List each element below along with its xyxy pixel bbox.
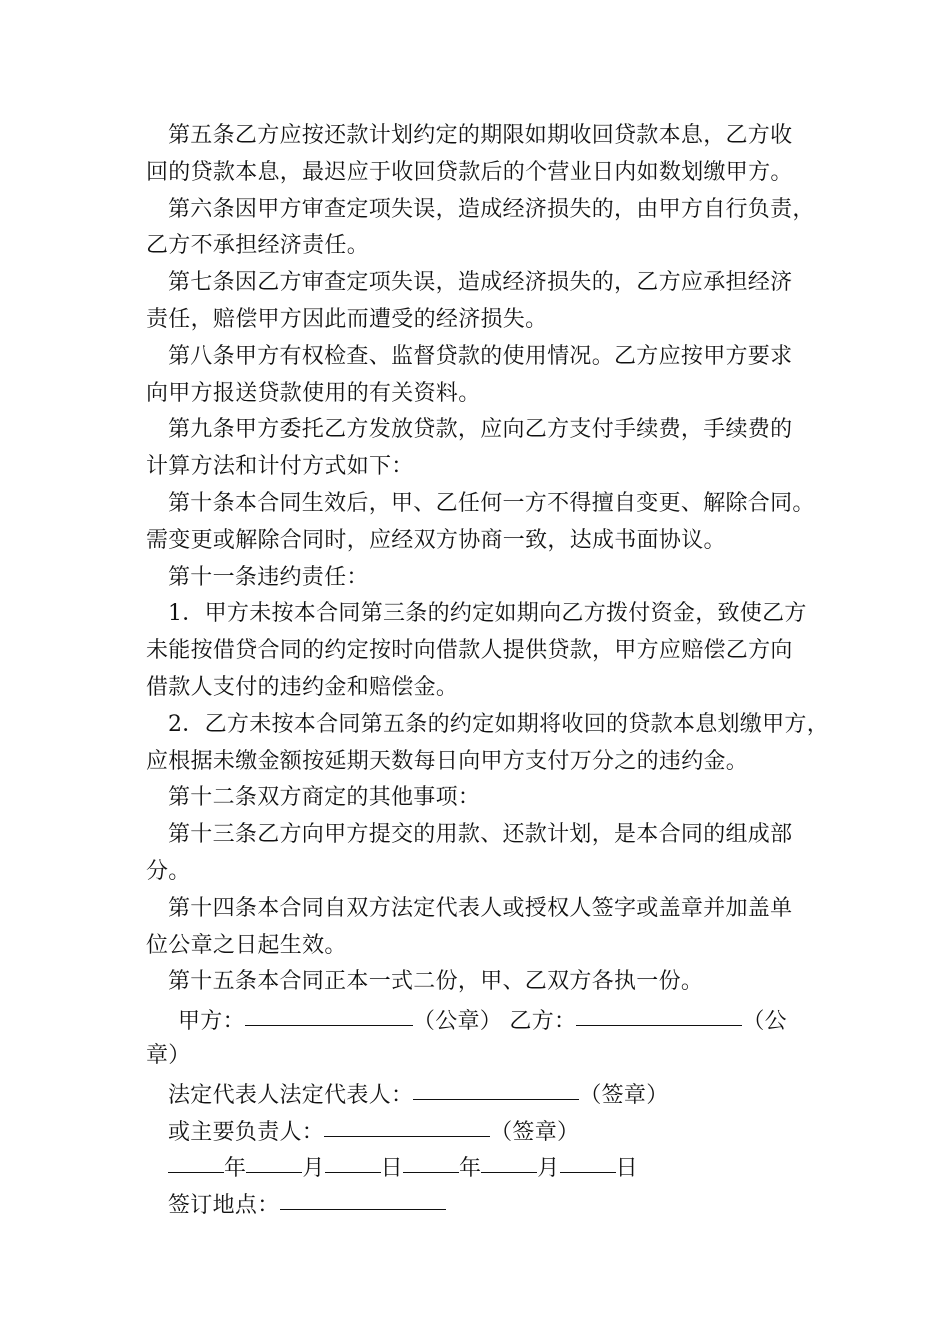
clause-13-line-1: 第十三条乙方向甲方提交的用款、还款计划，是本合同的组成部 bbox=[168, 822, 793, 848]
principal-line bbox=[146, 1112, 826, 1149]
principal-label: 或主要负责人： bbox=[168, 1119, 325, 1145]
clause-8-line-2: 向甲方报送贷款使用的有关资料。 bbox=[146, 380, 481, 406]
year-a-label: 年 bbox=[224, 1156, 247, 1182]
principal-sign-seal: （签章） bbox=[490, 1119, 580, 1145]
clause-11-item-1-line-3: 借款人支付的违约金和赔偿金。 bbox=[146, 674, 459, 700]
year-b-blank[interactable] bbox=[403, 1148, 459, 1173]
party-a-seal: （公章） bbox=[412, 1009, 503, 1035]
year-a-blank[interactable] bbox=[168, 1148, 224, 1173]
day-b-label: 日 bbox=[615, 1156, 638, 1182]
party-a-label: 甲方： bbox=[178, 1009, 245, 1035]
month-a-blank[interactable] bbox=[246, 1148, 302, 1173]
clause-8-line-1: 第八条甲方有权检查、监督贷款的使用情况。乙方应按甲方要求 bbox=[168, 343, 793, 369]
party-b-blank[interactable] bbox=[576, 1001, 742, 1026]
clause-9-line-1: 第九条甲方委托乙方发放贷款，应向乙方支付手续费，手续费的 bbox=[168, 417, 793, 443]
clause-11-item-1-line-1: 1．甲方未按本合同第三条的约定如期向乙方拨付资金，致使乙方 bbox=[168, 601, 807, 627]
clause-7-line-2: 责任，赔偿甲方因此而遭受的经济损失。 bbox=[146, 306, 548, 332]
party-b-seal-start: （公 bbox=[742, 1009, 787, 1035]
clause-15: 第十五条本合同正本一式二份，甲、乙双方各执一份。 bbox=[168, 969, 704, 995]
place-label: 签订地点： bbox=[168, 1193, 280, 1219]
day-b-blank[interactable] bbox=[560, 1148, 616, 1173]
party-b-seal-end: 章） bbox=[146, 1042, 191, 1068]
principal-blank[interactable] bbox=[324, 1112, 490, 1137]
legal-rep-line bbox=[146, 1075, 826, 1112]
month-b-label: 月 bbox=[537, 1156, 560, 1182]
year-b-label: 年 bbox=[458, 1156, 482, 1182]
clause-10-line-2: 需变更或解除合同时，应经双方协商一致，达成书面协议。 bbox=[146, 527, 726, 553]
legal-rep-blank[interactable] bbox=[413, 1075, 579, 1100]
clause-9-line-2: 计算方法和计付方式如下： bbox=[146, 454, 414, 480]
clause-13-line-2: 分。 bbox=[146, 858, 191, 884]
clause-10-line-1: 第十条本合同生效后，甲、乙任何一方不得擅自变更、解除合同。 bbox=[168, 490, 815, 516]
clause-11-heading: 第十一条违约责任： bbox=[168, 564, 369, 590]
clause-14-line-2: 位公章之日起生效。 bbox=[146, 932, 347, 958]
legal-rep-sign-seal: （签章） bbox=[579, 1082, 669, 1108]
clause-11-item-1-line-2: 未能按借贷合同的约定按时向借款人提供贷款，甲方应赔偿乙方向 bbox=[146, 638, 793, 664]
place-line bbox=[146, 1185, 826, 1222]
party-signature-line bbox=[146, 1001, 826, 1038]
clause-5-line-1: 第五条乙方应按还款计划约定的期限如期收回贷款本息，乙方收 bbox=[168, 123, 793, 148]
clause-6-line-1: 第六条因甲方审查定项失误，造成经济损失的，由甲方自行负责， bbox=[168, 196, 815, 222]
legal-rep-label: 法定代表人法定代表人： bbox=[168, 1082, 414, 1108]
day-a-label: 日 bbox=[380, 1156, 403, 1182]
clause-7-line-1: 第七条因乙方审查定项失误，造成经济损失的，乙方应承担经济 bbox=[168, 270, 793, 296]
party-b-label: 乙方： bbox=[509, 1009, 577, 1035]
clause-14-line-1: 第十四条本合同自双方法定代表人或授权人签字或盖章并加盖单 bbox=[168, 895, 793, 921]
place-blank[interactable] bbox=[280, 1185, 446, 1210]
contract-page bbox=[146, 118, 829, 1222]
date-line bbox=[146, 1148, 826, 1185]
month-a-label: 月 bbox=[302, 1156, 325, 1182]
clause-12: 第十二条双方商定的其他事项： bbox=[168, 785, 481, 811]
clause-5-line-2: 回的贷款本息，最迟应于收回贷款后的个营业日内如数划缴甲方。 bbox=[146, 159, 793, 185]
party-a-blank[interactable] bbox=[245, 1001, 413, 1026]
month-b-blank[interactable] bbox=[481, 1148, 537, 1173]
clause-6-line-2: 乙方不承担经济责任。 bbox=[146, 233, 370, 259]
clause-11-item-2-line-2: 应根据未缴金额按延期天数每日向甲方支付万分之的违约金。 bbox=[146, 748, 749, 774]
day-a-blank[interactable] bbox=[325, 1148, 381, 1173]
clause-11-item-2-line-1: 2．乙方未按本合同第五条的约定如期将收回的贷款本息划缴甲方， bbox=[168, 711, 829, 737]
